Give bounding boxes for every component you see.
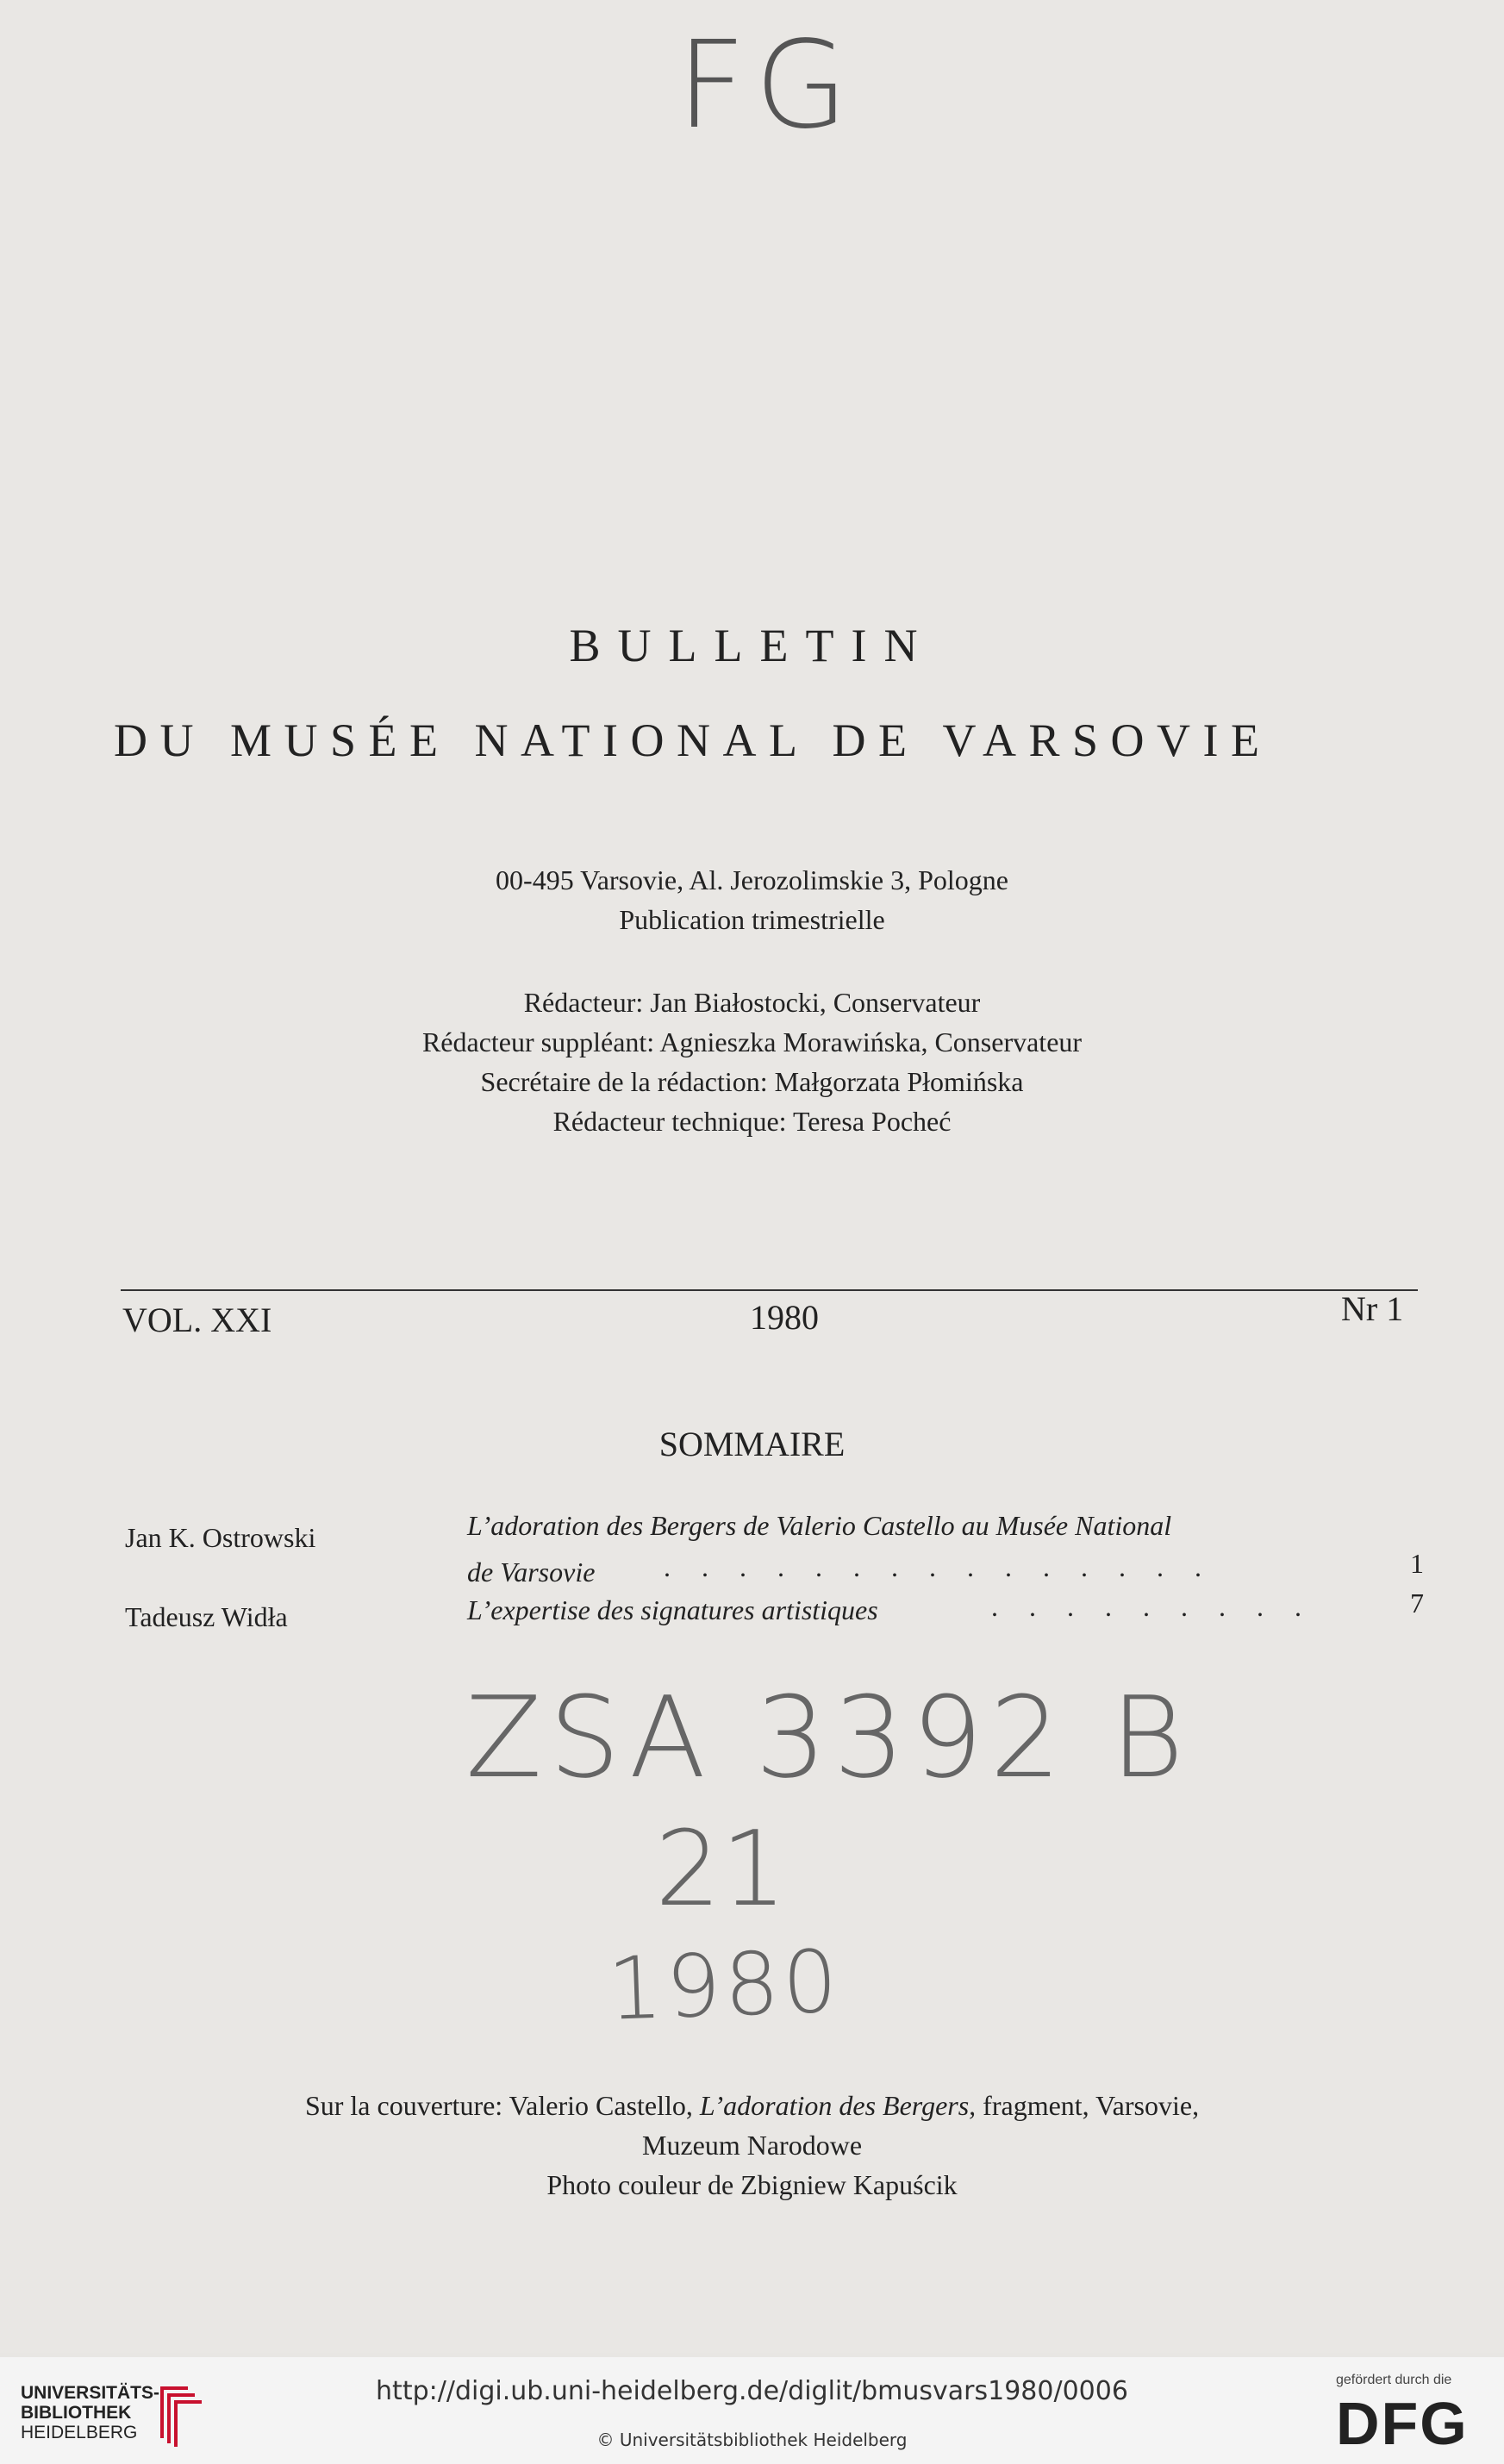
editor-line: Rédacteur: Jan Białostocki, Conservateur: [523, 987, 981, 1018]
bulletin-title: BULLETIN: [569, 620, 935, 671]
library-line: BIBLIOTHEK: [21, 2403, 132, 2423]
editors-block: [0, 982, 1504, 1141]
handwritten-volume: 21: [655, 1810, 787, 1930]
funded-by-label: gefördert durch die: [1336, 2373, 1452, 2387]
cover-collection: Muzeum Narodowe: [641, 2130, 863, 2161]
handwritten-shelfmark: ZSA 3392 B: [465, 1672, 1191, 1803]
cover-label: Sur la couverture:: [304, 2090, 503, 2121]
toc-leader-dots: . . . . . . . . . . . . . . .: [664, 1551, 1214, 1582]
year-label: 1980: [750, 1298, 819, 1337]
editor-line: Secrétaire de la rédaction: Małgorzata Płomińska: [480, 1066, 1024, 1097]
cover-details: fragment, Varsovie,: [983, 2090, 1200, 2121]
address-line: 00-495 Varsovie, Al. Jerozolimskie 3, Pologne: [496, 864, 1008, 895]
address-block: [0, 860, 1504, 939]
volume-label: VOL. XXI: [122, 1301, 272, 1339]
toc-title: L’expertise des signatures artistiques: [467, 1594, 878, 1625]
library-line: HEIDELBERG: [21, 2423, 138, 2442]
dfg-logo: DFG: [1336, 2390, 1469, 2457]
toc-author: Jan K. Ostrowski: [125, 1522, 316, 1553]
contents-heading: SOMMAIRE: [658, 1425, 846, 1463]
handwritten-mark: FG: [677, 16, 858, 156]
editor-line: Rédacteur technique: Teresa Pocheć: [552, 1106, 952, 1137]
cover-work-title: L’adoration des Bergers,: [699, 2090, 977, 2121]
toc-page-number: 1: [1410, 1548, 1424, 1579]
cover-caption: [0, 2086, 1504, 2205]
toc-page-number: 7: [1410, 1588, 1424, 1619]
handwritten-year: 1980: [606, 1931, 843, 2040]
toc-title: de Varsovie: [467, 1556, 596, 1588]
editor-line: Rédacteur suppléant: Agnieszka Morawińska, Conservateur: [421, 1026, 1083, 1057]
footer-bar: [0, 2357, 1504, 2464]
number-label: Nr 1: [1341, 1289, 1404, 1328]
divider-rule: [121, 1289, 1418, 1291]
cover-caption-line: [0, 2086, 1504, 2125]
toc-author: Tadeusz Widła: [125, 1601, 288, 1632]
toc-title: L’adoration des Bergers de Valerio Castello au Musée National: [467, 1510, 1172, 1541]
museum-title: DU MUSÉE NATIONAL DE VARSOVIE: [114, 714, 1272, 766]
document-url[interactable]: http://digi.ub.uni-heidelberg.de/diglit/bmusvars1980/0006: [376, 2376, 1128, 2406]
copyright-notice: © Universitätsbibliothek Heidelberg: [596, 2430, 908, 2450]
toc-leader-dots: . . . . . . . . .: [991, 1591, 1314, 1622]
cover-artist: Valerio Castello,: [509, 2090, 693, 2121]
cover-photo-credit: Photo couleur de Zbigniew Kapuścik: [546, 2169, 958, 2200]
publication-frequency: Publication trimestrielle: [619, 904, 885, 935]
library-line: UNIVERSITÄTS-: [21, 2383, 160, 2403]
